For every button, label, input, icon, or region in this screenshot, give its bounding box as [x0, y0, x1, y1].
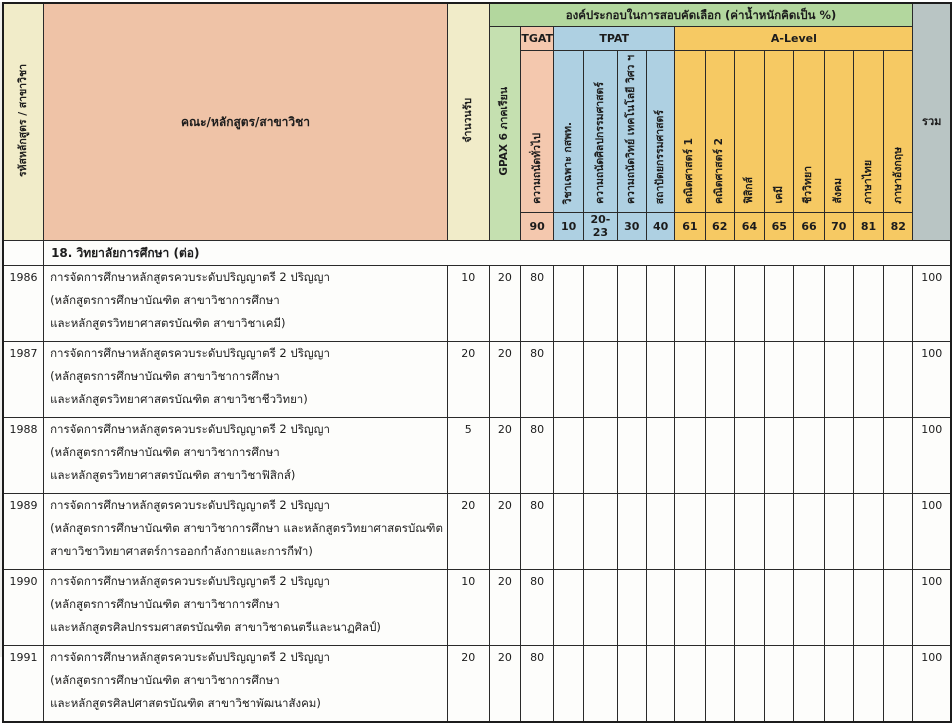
program-name: การจัดการศึกษาหลักสูตรควบระดับปริญญาตรี 2 ปริญญา (หลักสูตรการศึกษาบัณฑิต สาขาวิชาการศึกษา และหลักสูตรวิทยาศาสตรบัณฑิต สาขาวิชาชีววิทยา): [44, 342, 448, 418]
subject-code-70: 70: [824, 212, 853, 241]
group-header-alevel: [675, 27, 913, 51]
subject-header-math2: คณิตศาสตร์ 2: [705, 51, 734, 213]
subject-header-tpat-science-tech: ความถนัดวิทย์ เทคโนโลยี วิศว ฯ: [617, 51, 646, 213]
gpax-value: 20: [489, 342, 521, 418]
gpax-value: 20: [489, 570, 521, 646]
subject-header-chemistry: เคมี: [765, 51, 794, 213]
program-name: การจัดการศึกษาหลักสูตรควบระดับปริญญาตรี 2 ปริญญา (หลักสูตรการศึกษาบัณฑิต สาขาวิชาการศึกษา และหลักสูตรวิทยาศาสตรบัณฑิต สาขาวิชาเคมี): [44, 266, 448, 342]
subject-header-tpat-architecture: สถาปัตยกรรมศาสตร์: [646, 51, 674, 213]
quota-value: 10: [447, 570, 489, 646]
subject-code-10: 10: [554, 212, 584, 241]
subject-header-math1: คณิตศาสตร์ 1: [675, 51, 705, 213]
subject-header-social: สังคม: [824, 51, 853, 213]
document-page: [0, 2, 952, 711]
tgat90-value: 80: [521, 418, 554, 494]
program-code: 1989: [3, 494, 44, 570]
quota-label: จำนวนรับ: [461, 97, 474, 143]
subject-code-82: 82: [884, 212, 913, 241]
program-name: การจัดการศึกษาหลักสูตรควบระดับปริญญาตรี 2 ปริญญา (หลักสูตรการศึกษาบัณฑิต สาขาวิชาการศึกษา และหลักสูตรศิลปศาสตรบัณฑิต สาขาวิชาพัฒนาสังคม): [44, 646, 448, 723]
program-code: 1990: [3, 570, 44, 646]
group-header-tgat: [521, 27, 554, 51]
quota-value: 5: [447, 418, 489, 494]
admission-criteria-table: [2, 2, 952, 723]
program-code: 1986: [3, 266, 44, 342]
section-empty-cell: [3, 241, 44, 266]
subject-code-61: 61: [675, 212, 705, 241]
subject-code-65: 65: [765, 212, 794, 241]
subject-code-81: 81: [853, 212, 883, 241]
header-row-title: [3, 3, 951, 27]
gpax-value: 20: [489, 266, 521, 342]
table-row: [3, 646, 951, 723]
gpax-value: 20: [489, 494, 521, 570]
program-name: การจัดการศึกษาหลักสูตรควบระดับปริญญาตรี 2 ปริญญา (หลักสูตรการศึกษาบัณฑิต สาขาวิชาการศึกษา และหลักสูตรวิทยาศาสตรบัณฑิต สาขาวิชาฟิสิกส์): [44, 418, 448, 494]
program-name-label: คณะ/หลักสูตร/สาขาวิชา: [180, 114, 311, 129]
program-name: การจัดการศึกษาหลักสูตรควบระดับปริญญาตรี 2 ปริญญา (หลักสูตรการศึกษาบัณฑิต สาขาวิชาการศึกษา และหลักสูตรศิลปกรรมศาสตรบัณฑิต สาขาวิชาดนตรีและนาฏศิลป์): [44, 570, 448, 646]
program-code-label: รหัสหลักสูตร / สาขาวิชา: [16, 63, 29, 177]
tpat-label: TPAT: [599, 31, 630, 45]
subject-header-tgat-general: ความถนัดทั่วไป: [521, 51, 554, 213]
tgat90-value: 80: [521, 646, 554, 723]
total-value: 100: [913, 266, 951, 342]
quota-value: 20: [447, 342, 489, 418]
quota-value: 20: [447, 646, 489, 723]
subject-code-20-23: 20-23: [584, 212, 617, 241]
components-title-cell: [489, 3, 913, 27]
subject-header-tpat-kortor: วิชาเฉพาะ กสพท.: [554, 51, 584, 213]
column-header-total: [913, 3, 951, 241]
section-row: [3, 241, 951, 266]
column-header-program-name: [44, 3, 448, 241]
total-value: 100: [913, 646, 951, 723]
section-title: 18. วิทยาลัยการศึกษา (ต่อ): [44, 241, 951, 266]
group-header-tpat: [554, 27, 675, 51]
subject-code-90: 90: [521, 212, 554, 241]
gpax-label: GPAX 6 ภาคเรียน: [498, 87, 511, 177]
table-row: [3, 418, 951, 494]
total-value: 100: [913, 494, 951, 570]
gpax-value: 20: [489, 646, 521, 723]
tgat90-value: 80: [521, 494, 554, 570]
gpax-value: 20: [489, 418, 521, 494]
program-code: 1991: [3, 646, 44, 723]
subject-code-66: 66: [794, 212, 824, 241]
table-row: [3, 570, 951, 646]
components-title: องค์ประกอบในการสอบคัดเลือก (ค่าน้ำหนักคิดเป็น %): [565, 7, 837, 22]
quota-value: 10: [447, 266, 489, 342]
table-row: [3, 266, 951, 342]
total-value: 100: [913, 418, 951, 494]
subject-header-thai: ภาษาไทย: [853, 51, 883, 213]
tgat90-value: 80: [521, 266, 554, 342]
subject-code-40: 40: [646, 212, 674, 241]
column-header-gpax: [489, 27, 521, 241]
tgat90-value: 80: [521, 570, 554, 646]
subject-code-62: 62: [705, 212, 734, 241]
total-label: รวม: [922, 115, 942, 129]
quota-value: 20: [447, 494, 489, 570]
alevel-label: A-Level: [770, 31, 817, 45]
subject-code-64: 64: [734, 212, 764, 241]
program-code: 1987: [3, 342, 44, 418]
subject-header-tpat-art: ความถนัดศิลปกรรมศาสตร์: [584, 51, 617, 213]
subject-code-30: 30: [617, 212, 646, 241]
column-header-quota: [447, 3, 489, 241]
tgat90-value: 80: [521, 342, 554, 418]
column-header-program-code: [3, 3, 44, 241]
subject-header-biology: ชีววิทยา: [794, 51, 824, 213]
table-row: [3, 494, 951, 570]
program-name: การจัดการศึกษาหลักสูตรควบระดับปริญญาตรี 2 ปริญญา (หลักสูตรการศึกษาบัณฑิต สาขาวิชาการศึกษา และหลักสูตรวิทยาศาสตรบัณฑิต สาขาวิชาวิทยาศาสตร์การออกกำลังกายและการกีฬา): [44, 494, 448, 570]
table-row: [3, 342, 951, 418]
total-value: 100: [913, 342, 951, 418]
subject-header-english: ภาษาอังกฤษ: [884, 51, 913, 213]
total-value: 100: [913, 570, 951, 646]
tgat-label: TGAT: [521, 31, 554, 45]
subject-header-physics: ฟิสิกส์: [734, 51, 764, 213]
program-code: 1988: [3, 418, 44, 494]
